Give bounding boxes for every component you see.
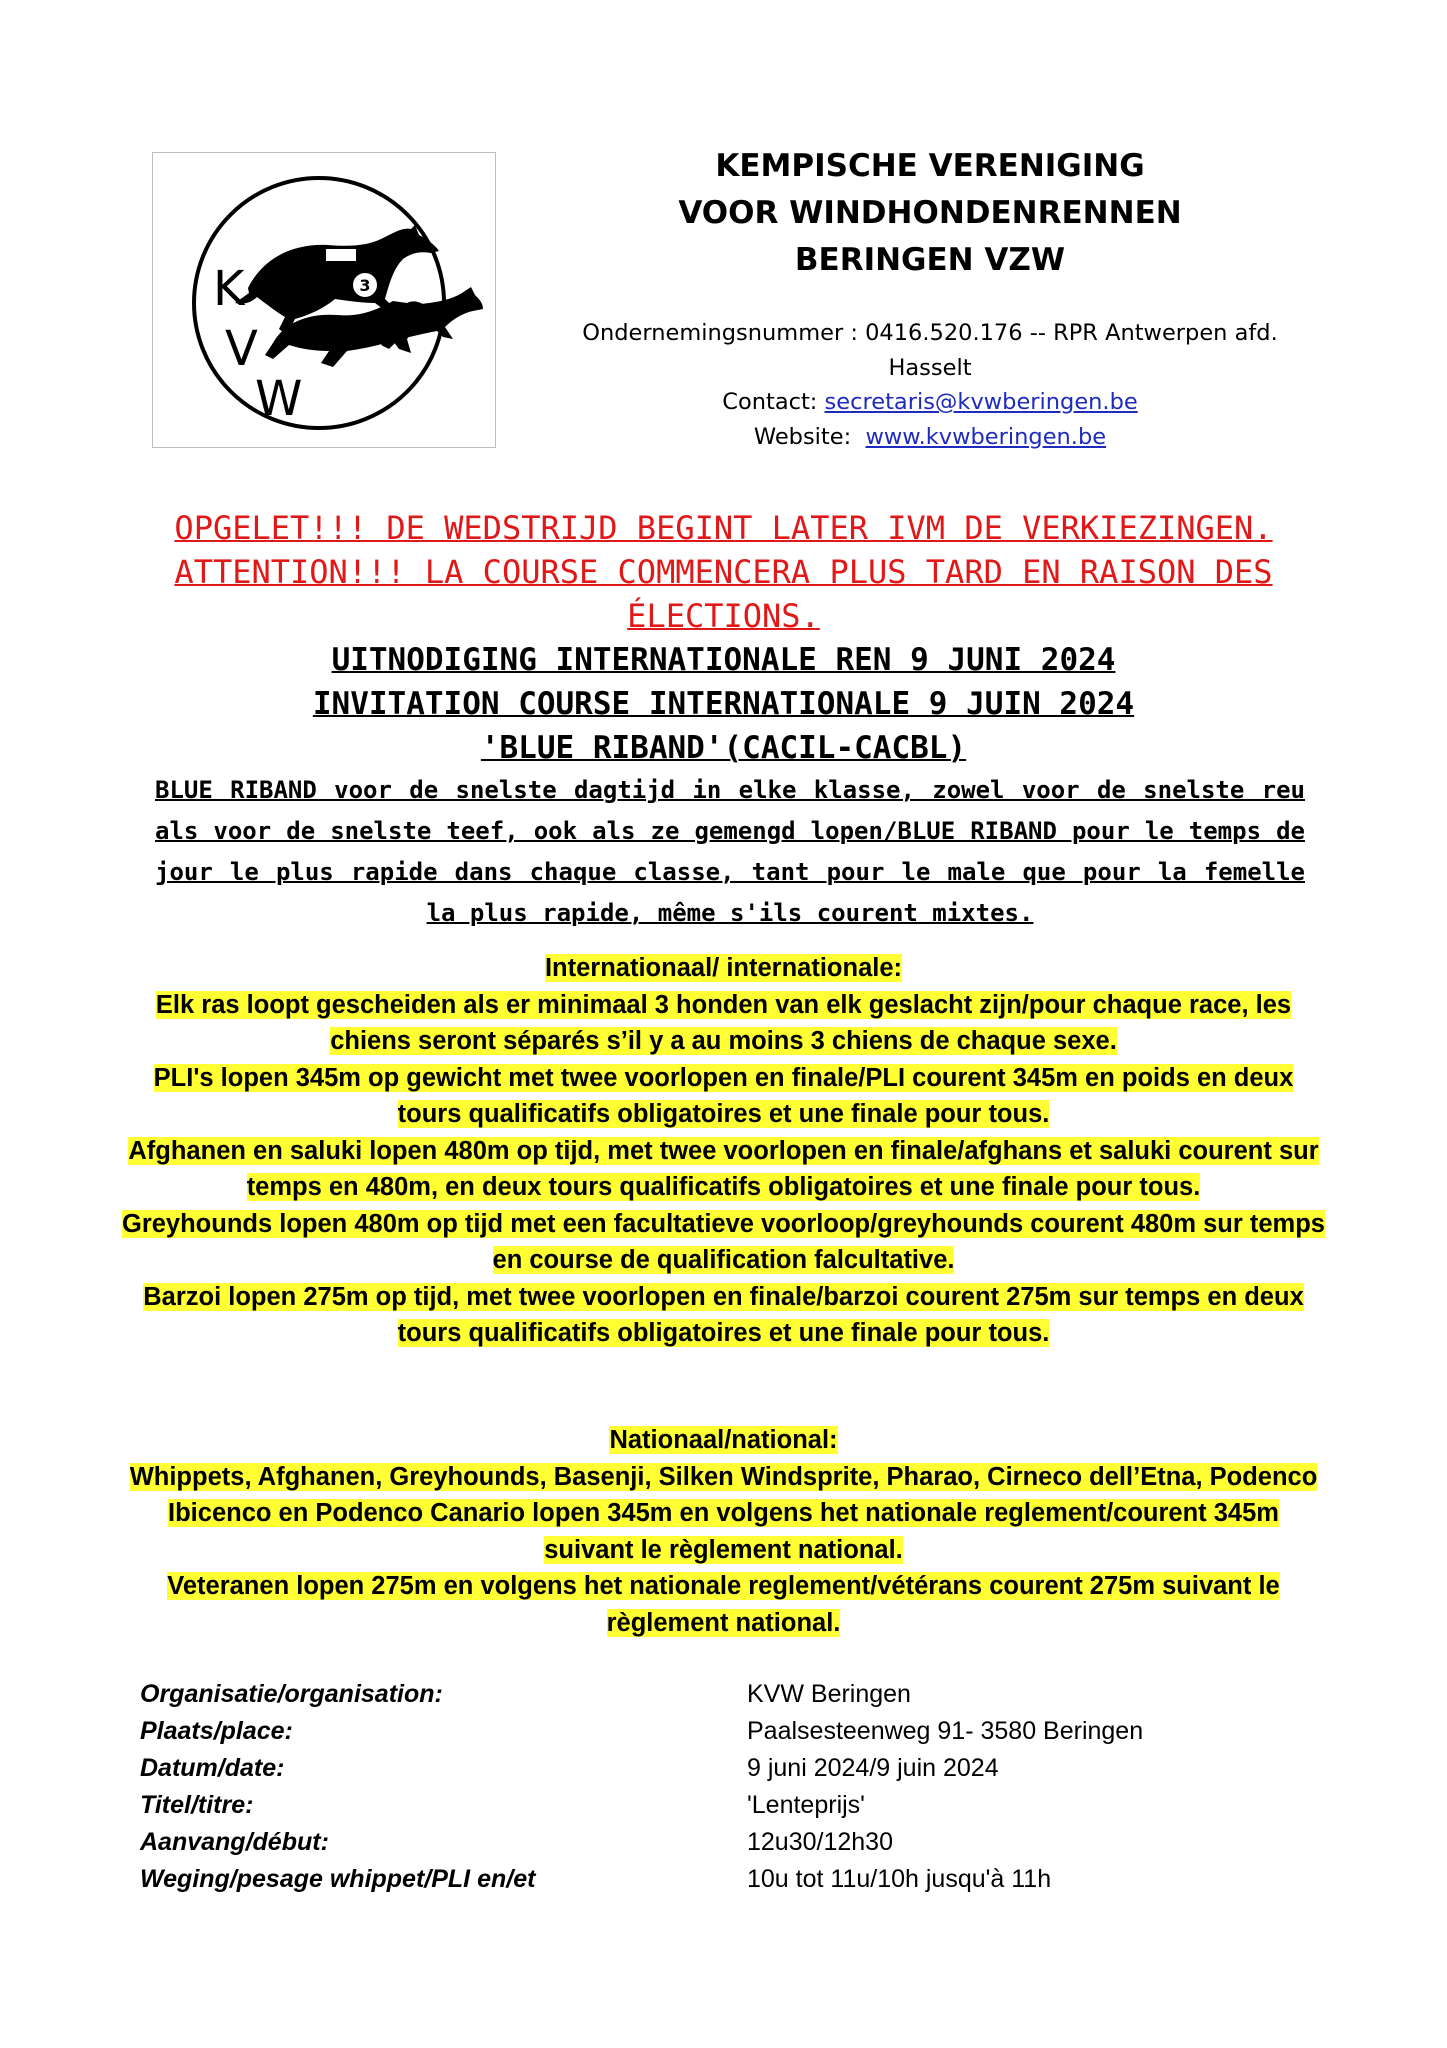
organization-title-line: BERINGEN VZW: [794, 242, 1066, 278]
website-line: [570, 420, 1290, 455]
logo-dog-number: 3: [359, 276, 371, 295]
national-heading: Nationaal/national:: [609, 1426, 838, 1454]
detail-row: [140, 1676, 1340, 1713]
invitation-line: 'BLUE RIBAND'(CACIL-CACBL): [480, 730, 967, 766]
detail-value: 10u tot 11u/10h jusqu'à 11h: [747, 1865, 1052, 1893]
international-paragraph: Elk ras loopt gescheiden als er minimaal 3 honden van elk geslacht zijn/pour chaque race, les chiens seront séparés s’il y a au moins 3 chiens de chaque sexe.: [155, 990, 1292, 1055]
detail-value: 'Lenteprijs': [747, 1791, 865, 1819]
detail-label: Weging/pesage whippet/PLI en/et: [140, 1865, 536, 1893]
international-section: [120, 950, 1327, 1352]
detail-value: 12u30/12h30: [747, 1828, 893, 1856]
international-paragraph: Barzoi lopen 275m op tijd, met twee voorlopen en finale/barzoi courent 275m sur temps en deux tours qualificatifs obligatoires et une finale pour tous.: [143, 1282, 1304, 1347]
organization-title: [560, 143, 1300, 284]
national-section: [120, 1422, 1327, 1641]
blue-riband-description: BLUE RIBAND voor de snelste dagtijd in elke klasse, zowel voor de snelste reu als voor de snelste teef, ook als ze gemengd lopen/BLUE RIBAND pour le temps de jour le plus rapide dans chaque classe, tant pour le male que pour la femelle la plus rapide, même s'ils courent mixtes.: [155, 776, 1305, 927]
logo-letter-k: K: [213, 261, 245, 317]
detail-row: [140, 1861, 1340, 1898]
website-link[interactable]: www.kvwberingen.be: [865, 423, 1107, 450]
international-paragraph: PLI's lopen 345m op gewicht met twee voorlopen en finale/PLI courent 345m en poids en deux tours qualificatifs obligatoires et une finale pour tous.: [153, 1063, 1294, 1128]
contact-line: [570, 385, 1290, 420]
warning-line: ATTENTION!!! LA COURSE COMMENCERA PLUS TARD EN RAISON DES: [174, 553, 1273, 591]
organization-title-line: KEMPISCHE VERENIGING: [715, 148, 1145, 184]
detail-value: Paalsesteenweg 91- 3580 Beringen: [747, 1717, 1144, 1745]
organization-title-line: VOOR WINDHONDENRENNEN: [678, 195, 1182, 231]
logo: [152, 152, 496, 448]
website-label: Website:: [753, 423, 866, 450]
contact-label: Contact:: [722, 389, 825, 415]
international-paragraph: Greyhounds lopen 480m op tijd met een facultatieve voorloop/greyhounds courent 480m sur temps en course de qualification falcultative.: [121, 1209, 1325, 1274]
detail-label: Organisatie/organisation:: [140, 1680, 443, 1708]
detail-label: Plaats/place:: [140, 1717, 293, 1745]
international-paragraph: Afghanen en saluki lopen 480m op tijd, met twee voorlopen en finale/afghans et saluki courent sur temps en 480m, en deux tours qualificatifs obligatoires et une finale pour tous.: [128, 1136, 1319, 1201]
national-paragraph: Whippets, Afghanen, Greyhounds, Basenji, Silken Windsprite, Pharao, Cirneco dell’Etna, Podenco Ibicenco en Podenco Canario lopen 345m en volgens het nationale reglement/courent 345m suivant le règlement national.: [129, 1462, 1318, 1564]
international-heading: Internationaal/ internationale:: [544, 954, 903, 982]
detail-row: [140, 1824, 1340, 1861]
event-details: [140, 1676, 1340, 1898]
detail-value: 9 juni 2024/9 juin 2024: [747, 1754, 999, 1782]
warning-line: ÉLECTIONS.: [627, 597, 820, 635]
detail-label: Titel/titre:: [140, 1791, 254, 1819]
detail-label: Datum/date:: [140, 1754, 285, 1782]
election-warning: [120, 506, 1327, 638]
national-paragraph: Veteranen lopen 275m en volgens het nationale reglement/vétérans courent 275m suivant le règlement national.: [167, 1572, 1280, 1637]
warning-line: OPGELET!!! DE WEDSTRIJD BEGINT LATER IVM DE VERKIEZINGEN.: [174, 509, 1273, 547]
detail-row: [140, 1787, 1340, 1824]
detail-row: [140, 1750, 1340, 1787]
organization-info: [570, 316, 1290, 454]
logo-letter-w: W: [255, 371, 303, 427]
detail-value: KVW Beringen: [747, 1680, 911, 1708]
detail-row: [140, 1713, 1340, 1750]
invitation-heading: [120, 638, 1327, 770]
invitation-line: INVITATION COURSE INTERNATIONALE 9 JUIN 2024: [312, 686, 1135, 722]
contact-email-link[interactable]: secretaris@kvwberingen.be: [824, 389, 1138, 415]
detail-label: Aanvang/début:: [140, 1828, 329, 1856]
logo-letter-v: V: [225, 321, 258, 377]
company-number: Ondernemingsnummer : 0416.520.176 -- RPR Antwerpen afd.: [582, 320, 1278, 346]
greyhound-racing-logo-icon: [153, 153, 495, 447]
company-number-city: Hasselt: [888, 354, 972, 381]
invitation-line: UITNODIGING INTERNATIONALE REN 9 JUNI 2024: [331, 642, 1116, 678]
